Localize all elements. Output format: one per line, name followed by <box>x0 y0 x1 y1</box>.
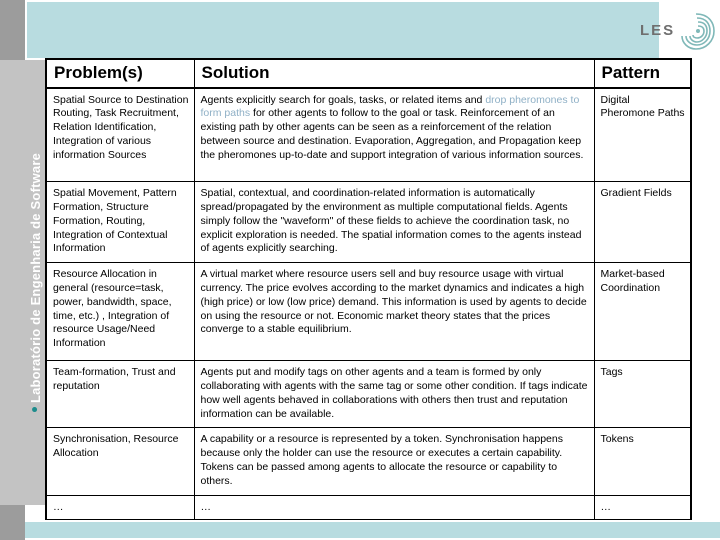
header-solution: Solution <box>194 59 594 88</box>
table-body <box>46 88 691 520</box>
sidebar-branding <box>25 60 47 505</box>
table-row <box>46 263 691 361</box>
pattern-table-container <box>45 58 690 521</box>
cell-solution <box>194 263 594 361</box>
pattern-table <box>45 58 692 521</box>
solution-text-post: for other agents to follow to the goal or task. Reinforcement of an existing path by other agents can be seen as a reinforcement of the relation between source and destination. Evaporation, Aggregation, and Propagation keep the pheromones up-to-date and support integration of various information sources. <box>200 107 584 161</box>
cell-problem: … <box>46 496 194 520</box>
left-band-middle <box>0 60 25 505</box>
cell-pattern: Tokens <box>594 428 691 496</box>
header-problem: Problem(s) <box>46 59 194 88</box>
cell-problem: Spatial Source to Destination Routing, Task Recruitment, Relation Identification, Integration of various information Sources <box>46 88 194 182</box>
footer-band <box>25 522 720 538</box>
cell-solution <box>194 428 594 496</box>
table-row <box>46 182 691 263</box>
table-row <box>46 428 691 496</box>
cell-pattern: Digital Pheromone Paths <box>594 88 691 182</box>
les-logo <box>640 8 716 54</box>
left-band-top <box>0 0 25 60</box>
cell-problem: Team-formation, Trust and reputation <box>46 361 194 428</box>
solution-text-pre: A capability or a resource is represented by a token. Synchronisation happens because only the holder can use the resource or executes a certain capability. Tokens can be passed among agents to allocate the resource or capability to others. <box>200 433 563 487</box>
sidebar-label: Laboratório de Engenharia de Software <box>28 152 44 404</box>
table-row <box>46 361 691 428</box>
table-header-row <box>46 59 691 88</box>
table-row <box>46 496 691 520</box>
table-row <box>46 88 691 182</box>
solution-text-pre: Agents explicitly search for goals, tasks, or related items and <box>200 93 486 106</box>
cell-problem: Synchronisation, Resource Allocation <box>46 428 194 496</box>
cell-pattern: Gradient Fields <box>594 182 691 263</box>
cell-pattern: … <box>594 496 691 520</box>
cell-solution <box>194 361 594 428</box>
cell-solution <box>194 182 594 263</box>
logo-text: LES <box>640 22 676 39</box>
solution-text-highlight: drop pheromones to form paths <box>200 93 580 120</box>
header-pattern: Pattern <box>594 59 691 88</box>
cell-problem: Spatial Movement, Pattern Formation, Structure Formation, Routing, Integration of Contextual Information <box>46 182 194 263</box>
cell-solution <box>194 88 594 182</box>
bullet-dot-icon <box>33 407 38 412</box>
solution-text-pre: A virtual market where resource users sell and buy resource usage with virtual currency. The price evolves according to the market dynamics and indicates a high (high price) or low (low price) demand. This information is used by agents to decide on using the resource or not. Economic market theory states that the prices converge to a stable equilibrium. <box>200 268 587 336</box>
header-band <box>27 2 659 58</box>
cell-solution: … <box>194 496 594 520</box>
cell-pattern: Tags <box>594 361 691 428</box>
left-band-bottom <box>0 505 25 540</box>
cell-problem: Resource Allocation in general (resource=task, power, bandwidth, space, time, etc.) , Integration of resource Usage/Need Information <box>46 263 194 361</box>
solution-text-pre: Spatial, contextual, and coordination-related information is automatically spread/propagated by the environment as multiple computational fields. Agents simply follow the "waveform" of these fields to achieve the coordination task, no explicit exploration is needed. The spatial information comes to the agents instead of agents explicitly searching. <box>200 187 582 255</box>
solution-text-pre: Agents put and modify tags on other agents and a team is formed by only collaborating with agents with the same tag or some other condition. If tags indicate how well agents behaved in collaborations with others then trust and reputation information can be available. <box>200 366 588 420</box>
cell-pattern: Market-based Coordination <box>594 263 691 361</box>
